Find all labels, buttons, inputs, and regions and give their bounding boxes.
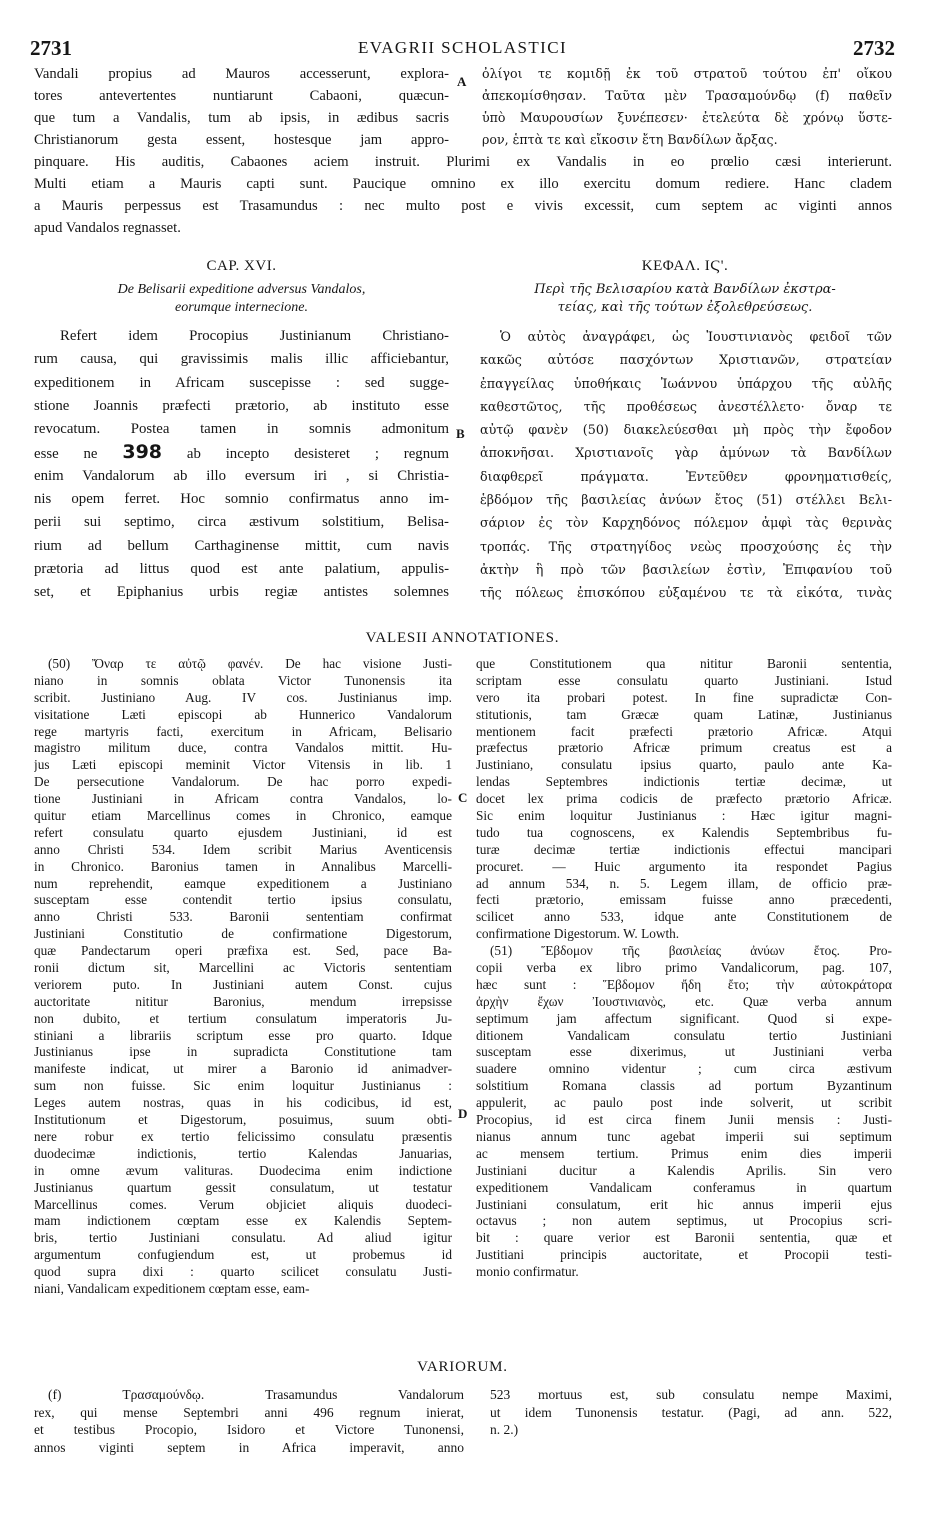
- full-line: Multi etiam a Mauris capti sunt. Paucique omnino ex illo exercitu domum rediere. Hanc cladem: [34, 176, 892, 192]
- margin-marker-d: D: [458, 1106, 468, 1121]
- note-line: suadere omnino videntur ; cum circa æstivum: [476, 1061, 892, 1077]
- note-line: ronii dictum sit, Marcellini ac Victoris sententiam: [34, 960, 452, 976]
- latin-line: que tum a Vandalis, tum ab ipsis, in ædibus sacris: [34, 110, 449, 126]
- note-line: Justiniani ducitur a Kalendis Aprilis. Sin vero: [476, 1162, 892, 1178]
- note-line: non dubito, et tertium consulatum imperatoris Ju-: [34, 1010, 452, 1026]
- note-line: quod supra dixi : quarto scilicet consulatu Justi-: [34, 1264, 452, 1280]
- note-line: vero ita probari potest. In fine supradictæ Con-: [476, 689, 892, 705]
- note-line: niani, Vandalicam expeditionem cœptam esse, eam-: [34, 1280, 310, 1296]
- note-line: susceptam esse contendit tertio ipsius consulatu,: [34, 892, 452, 908]
- note-line: Justiniano, consulatu ipsius quarto, paulo ante Ka-: [476, 757, 892, 773]
- greek-line: ἀπεκομίσθησαν. Ταῦτα μὲν Τρασαμούνδῳ (f) παθεῖν: [482, 88, 892, 103]
- note-line: que Constitutionem qua nititur Baronii sententia,: [476, 656, 892, 671]
- note-line: ac mensem tertium. Primus enim dies imperii: [476, 1145, 892, 1161]
- note-line: bris, tertio Justiniani consulatu. Ad aliud igitur: [34, 1230, 452, 1246]
- note-line: quæ Pandectarum operi præfixa est. Sed, pace Ba-: [34, 943, 452, 959]
- note-line: visitatione Læti episcopi ab Hunnerico Vandalorum: [34, 706, 452, 722]
- note-line: hæc sunt : Ἕβδομον ἤδη ἔτο; τὴν αὐτοκράτορα: [476, 976, 892, 992]
- latin-line: Vandali propius ad Mauros accesserunt, explora-: [34, 66, 449, 82]
- note-line: sum non fuisse. Sic enim loquitur Justinianus :: [34, 1078, 452, 1094]
- note-line: Leges autem nostras, quas in his codicibus, id est,: [34, 1095, 452, 1111]
- column-stamp: 398: [122, 441, 163, 464]
- note-line: Marcellinus comes. Verum objiciet aliquis duodeci-: [34, 1196, 452, 1212]
- greek-line: ρον, ἑπτὰ τε καὶ εἴκοσιν ἔτη Βανδίλων ἄρξας.: [482, 132, 778, 147]
- note-line: Justinianus quartum gessit consulatum, ut testatur: [34, 1179, 452, 1195]
- note-line: refert consulatu quarto ejusdem Justiniani, id est: [34, 824, 452, 840]
- note-line: ditionem Vandalicam consulatu tertio Justiniani: [476, 1027, 892, 1043]
- latin-body-column: Refert idem Procopius Justinianum Christiano- rum causa, qui gravissimis malis illic afficiebantur, expeditionem in Africam suscepisse : sed sugge- stione Joannis præfecti prætorio, ab instituto esse revocatum. Postea tamen in somnis admonitum esse ne 398 ab incepto desisteret ; regnum enim Vandalorum ab illo eversum iri , si Christia- nis opem ferret. Hoc somnio confirmatus anno im- perii sui septimo, circa æstivum solstitium, Belisa- rium ad bellum Carthaginense mittit, cum navis prætoria ad littus quod est ante palatium, appulis- set, et Epiphanius urbis regiæ antistes solemnes: [34, 328, 449, 601]
- note-line: nere robur ex tertio felicissimo consulatu præsentis: [34, 1128, 452, 1144]
- greek-line: ὑπὸ Μαυρουσίων ξυνέπεσεν· ἐτελεύτα δὲ χρόνῳ ὕστε-: [482, 110, 892, 125]
- note-line: niano in somnis oblata Victor Tunonensis ita: [34, 672, 452, 688]
- note-line: ut idem Tunonensis testatur. (Pagi, ad ann. 522,: [490, 1404, 892, 1420]
- note-line: et testibus Procopio, Isidoro et Victore Tunonensi,: [34, 1422, 464, 1437]
- note-line: Sic enim loquitur Justinianus : Hæc igitur magni-: [476, 808, 892, 824]
- note-line: stiniani a librariis scriptum esse pro quarto. Idque: [34, 1027, 452, 1043]
- note-line: lendas Septembres indictionis tertiæ decimæ, ut: [476, 774, 892, 790]
- variorum-right-column: [490, 1386, 892, 1439]
- note-line: anno Christi 534. Idem scribit Marius Aventicensis: [34, 841, 452, 857]
- note-line: mam indictionem cœptam esse ex Kalendis Septem-: [34, 1213, 452, 1229]
- note-line: Procopius, id est circa finem Junii mensis : Justi-: [476, 1112, 892, 1128]
- note-line: manifeste indicat, ut mirer a Baronio id animadver-: [34, 1061, 452, 1077]
- note-line: tudo tua cognoscens, ex Kalendis Septembribus fu-: [476, 824, 892, 840]
- note-line: fecti prætorio, emissam fuisse anno præcedenti,: [476, 892, 892, 908]
- note-line: solstitium Romana classis ad portum Byzantinum: [476, 1078, 892, 1094]
- note-line: Justinianus ipse in supradicta Constitutione tam: [34, 1044, 452, 1060]
- page-header: [30, 36, 895, 60]
- valesii-left-column: [34, 656, 452, 1298]
- page-number-right: 2732: [853, 36, 895, 60]
- greek-body-column: Ὁ αὐτὸς ἀναγράφει, ὡς Ἰουστινιανὸς φειδοῖ τῶν κακῶς αὐτόσε πασχόντων Χριστιανῶν, στρατείαν ἐπαγγείλας ὑποθήκαις Ἰωάννου ὑπάρχου τῆς αὐλῆς καθεστῶτος, τῆς προθέσεως ἀνεστέλλετο· ὄναρ τε αὐτῷ φανὲν (50) διακελεύεσθαι μὴ πρὸς τὴν ἔφοδον ἀποκνῆσαι. Χριστιανοῖς γὰρ ἀμύνων τὰ Βανδίλων διαφθερεῖ πράγματα. Ἐντεῦθεν φρονηματισθείς, ἑβδόμον τῆς βασιλείας ἀνύων ἔτος (51) στέλλει Βελι- σάριον ἐς τὸν Καρχηδόνος πόλεμον ἀμφὶ τὰς θερινὰς τροπάς. Τῆς στρατηγίδος νεὼς προσχούσης ἐς τὴν ἀκτὴν ἣ πρὸ τῶν βασιλείων ἐστὶν, Ἐπιφανίου τοῦ τῆς πόλεως ἐπισκόπου εὐξαμένου τε τὰ εἰκότα, τινὰς: [480, 329, 892, 601]
- note-line: in Chronico. Baronius tamen in Annalibus Marcelli-: [34, 858, 452, 874]
- valesii-right-column: [476, 656, 892, 1281]
- paired-line: [34, 85, 892, 107]
- note-line: in omne ævum valituras. Duodecima enim indictione: [34, 1162, 452, 1178]
- paired-line: [34, 107, 892, 129]
- note-line: appulerit, ac paulo post inde solverit, ut scribit: [476, 1095, 892, 1111]
- greek-line: ὀλίγοι τε κομιδῇ ἐκ τοῦ στρατοῦ τούτου ἐπ' οἴκου: [482, 66, 892, 81]
- margin-marker: A: [457, 74, 467, 89]
- note-line: veriorem puto. In Justiniani autem Const. cujus: [34, 976, 452, 992]
- note-line: scriptam esse consulatu quarto Justiniani. Istud: [476, 672, 892, 688]
- note-line: annos viginti septem in Africa imperavit, anno: [34, 1439, 464, 1455]
- full-line: apud Vandalos regnasset.: [34, 220, 181, 236]
- full-line: a Mauris perpessus est Trasamundus : nec multo post e vivis excessit, cum septem ac viginti annos: [34, 198, 892, 214]
- note-line: jus Læti episcopi meminit Victor Vitensis in lib. 1: [34, 757, 452, 773]
- greek-chapter-subtitle: Περὶ τῆς Βελισαρίου κατὰ Βανδίλων ἐκστρα- τείας, καὶ τῆς τούτων ἐξολεθρεύσεως.: [534, 282, 836, 315]
- latin-line: tores antevertentes nuntiarunt Cabaoni, quæcun-: [34, 88, 449, 104]
- latin-line: Christianorum gesta essent, hostesque jam appro-: [34, 132, 449, 148]
- note-line: procuret. — Huic argumento ita respondet Pagius: [476, 858, 892, 874]
- note-line: tione Justiniani in Africam contra Vandalos, lo-: [34, 791, 452, 807]
- note-line: Justiniani Constitutio de confirmatione Digestorum,: [34, 926, 452, 942]
- note-line: De persecutione Vandalorum. De hac porro expedi-: [34, 774, 452, 790]
- note-line: anno Christi 533. Baronii sententiam confirmat: [34, 909, 452, 925]
- variorum-title: VARIORUM.: [417, 1359, 508, 1375]
- note-line: 523 mortuus est, sub consulatu nempe Maximi,: [490, 1387, 892, 1402]
- note-line: auctoritate nititur Baronius, mendum irrepsisse: [34, 993, 452, 1009]
- latin-chapter-subtitle: De Belisarii expeditione adversus Vandalos, eorumque internecione.: [117, 282, 366, 315]
- note-line: octavus ; non autem septimus, ut Procopius scri-: [476, 1213, 892, 1229]
- opening-text: [34, 63, 892, 239]
- note-line: mentionem facit præfecti prætorio Africæ. Atqui: [476, 723, 892, 739]
- stamp-line: esse ne 398 ab incepto desisteret ; regnum: [34, 441, 449, 464]
- note-line: expeditionem Vandalicam conferamus in quartum: [476, 1179, 892, 1195]
- paired-line: [34, 63, 892, 89]
- paired-line: [34, 129, 892, 151]
- note-line: docet lex prima codicis de præfecto prætorio Africæ.: [476, 791, 892, 807]
- note-line: ad annum 534, n. 5. Legem illam, de officio præ-: [476, 875, 892, 891]
- note-line: quitur etiam Marcellinus comes in Chronico, eamque: [34, 808, 452, 824]
- note-line: copii verba ex libro primo Vandalicorum, pag. 107,: [476, 960, 892, 976]
- margin-marker-b: B: [456, 426, 465, 441]
- note-line: scilicet anno 533, idque ante Constitutionem de: [476, 909, 892, 925]
- note-line: argumentum confugiendum est, ut probemus id: [34, 1247, 452, 1263]
- note-line: scribit. Justiniano Aug. IV cos. Justinianus imp.: [34, 689, 452, 705]
- note-line: n. 2.): [490, 1422, 519, 1437]
- full-line: pinquare. His auditis, Cabaones aciem instruit. Plurimi ex Vandalis in eo prœlio cæsi interierunt.: [34, 154, 892, 170]
- note-line: bit : quare verior est Baronii sententia, quæ et: [476, 1230, 892, 1246]
- note-line: rex, qui mense Septembri anni 496 regnum inierat,: [34, 1404, 464, 1420]
- note-line: (f) Τρασαμούνδῳ. Trasamundus Vandalorum: [48, 1387, 464, 1402]
- note-line: duodecimæ indictionis, tertio Kalendas Januarias,: [34, 1145, 452, 1161]
- note-line: susceptam esse dixerimus, ut Justiniani verba: [476, 1044, 892, 1060]
- note-line: turæ decimæ tertiæ indictionis effectui mancipari: [476, 841, 892, 857]
- note-line: septimum jam affectum significant. Quod si expe-: [476, 1010, 892, 1026]
- page-number-left: 2731: [30, 36, 72, 60]
- note-line: num reprehendit, eamque expeditionem a Justiniano: [34, 875, 452, 891]
- variorum-left-column: [34, 1386, 464, 1456]
- note-line: Justitiani principis auctoritate, et Procopii testi-: [476, 1247, 892, 1263]
- note-line: monio confirmatur.: [476, 1264, 579, 1280]
- latin-chapter-heading: CAP. XVI.: [206, 258, 277, 274]
- note-line: (50) Ὄναρ τε αὐτῷ φανέν. De hac visione Justi-: [48, 656, 452, 671]
- running-title: EVAGRII SCHOLASTICI: [357, 38, 568, 57]
- note-line: magistro militum duce, contra Vandalos mittit. Hu-: [34, 740, 452, 756]
- note-line: rege martyris facti, exercitum in Africam, Belisario: [34, 723, 452, 739]
- valesii-annotations-title: VALESII ANNOTATIONES.: [365, 630, 560, 646]
- note-line: ἀρχὴν ἔχων Ἰουστινιανὸς, etc. Quæ verba annum: [476, 993, 892, 1009]
- note-line: confirmatione Digestorum. W. Lowth.: [476, 926, 680, 942]
- note-line: Institutionum et Digestorum, posuimus, suum obti-: [34, 1112, 452, 1128]
- note-line: stitutionis, tam Græcæ quam Latinæ, Justinianus: [476, 706, 892, 722]
- note-line: nianus annum tunc agebat imperii sui septimum: [476, 1128, 892, 1144]
- greek-chapter-heading: ΚΕΦΑΛ. ΙϚ'.: [641, 258, 729, 274]
- margin-marker-c: C: [458, 790, 468, 805]
- note-line: Justiniani consulatum, erit hic annus imperii ejus: [476, 1196, 892, 1212]
- note-line: præfectus prætorio Africæ primum creatus est a: [476, 740, 892, 756]
- note-line: (51) Ἕβδομον τῆς βασιλείας ἀνύων ἔτος. Pro-: [490, 943, 892, 959]
